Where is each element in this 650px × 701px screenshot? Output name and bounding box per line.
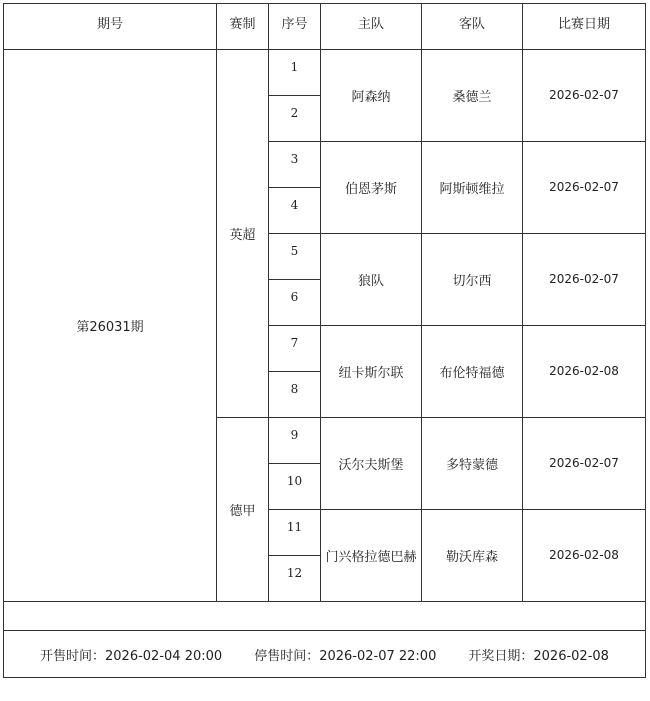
schedule-table	[3, 3, 646, 678]
sale-stop-time: 停售时间：2026-02-07 22:00	[254, 648, 437, 664]
seq-cell: 1	[269, 50, 321, 96]
away-team: 多特蒙德	[422, 418, 523, 510]
header-period: 期号	[4, 4, 217, 50]
seq-cell: 2	[269, 96, 321, 142]
home-team: 狼队	[321, 234, 422, 326]
seq-cell: 10	[269, 464, 321, 510]
away-team: 布伦特福德	[422, 326, 523, 418]
home-team: 门兴格拉德巴赫	[321, 510, 422, 602]
header-seq: 序号	[269, 4, 321, 50]
away-team: 勒沃库森	[422, 510, 523, 602]
home-team: 阿森纳	[321, 50, 422, 142]
home-team: 伯恩茅斯	[321, 142, 422, 234]
home-team: 纽卡斯尔联	[321, 326, 422, 418]
match-date: 2026-02-07	[523, 418, 646, 510]
seq-cell: 6	[269, 280, 321, 326]
match-date: 2026-02-08	[523, 510, 646, 602]
seq-cell: 12	[269, 556, 321, 602]
table-row	[4, 50, 646, 96]
league-cell: 德甲	[217, 418, 269, 602]
match-date: 2026-02-07	[523, 234, 646, 326]
footer-cell	[4, 631, 646, 678]
blank-cell	[4, 602, 646, 631]
header-row	[4, 4, 646, 50]
period-cell: 第26031期	[4, 50, 217, 602]
sale-start-time: 开售时间：2026-02-04 20:00	[40, 648, 223, 664]
away-team: 桑德兰	[422, 50, 523, 142]
header-home: 主队	[321, 4, 422, 50]
away-team: 切尔西	[422, 234, 523, 326]
away-team: 阿斯顿维拉	[422, 142, 523, 234]
seq-cell: 11	[269, 510, 321, 556]
header-format: 赛制	[217, 4, 269, 50]
seq-cell: 8	[269, 372, 321, 418]
footer-row	[4, 631, 646, 678]
match-date: 2026-02-07	[523, 50, 646, 142]
league-cell: 英超	[217, 50, 269, 418]
seq-cell: 4	[269, 188, 321, 234]
seq-cell: 3	[269, 142, 321, 188]
blank-row	[4, 602, 646, 631]
match-date: 2026-02-08	[523, 326, 646, 418]
header-date: 比赛日期	[523, 4, 646, 50]
header-away: 客队	[422, 4, 523, 50]
match-date: 2026-02-07	[523, 142, 646, 234]
draw-date: 开奖日期：2026-02-08	[468, 648, 609, 664]
home-team: 沃尔夫斯堡	[321, 418, 422, 510]
seq-cell: 5	[269, 234, 321, 280]
seq-cell: 9	[269, 418, 321, 464]
seq-cell: 7	[269, 326, 321, 372]
